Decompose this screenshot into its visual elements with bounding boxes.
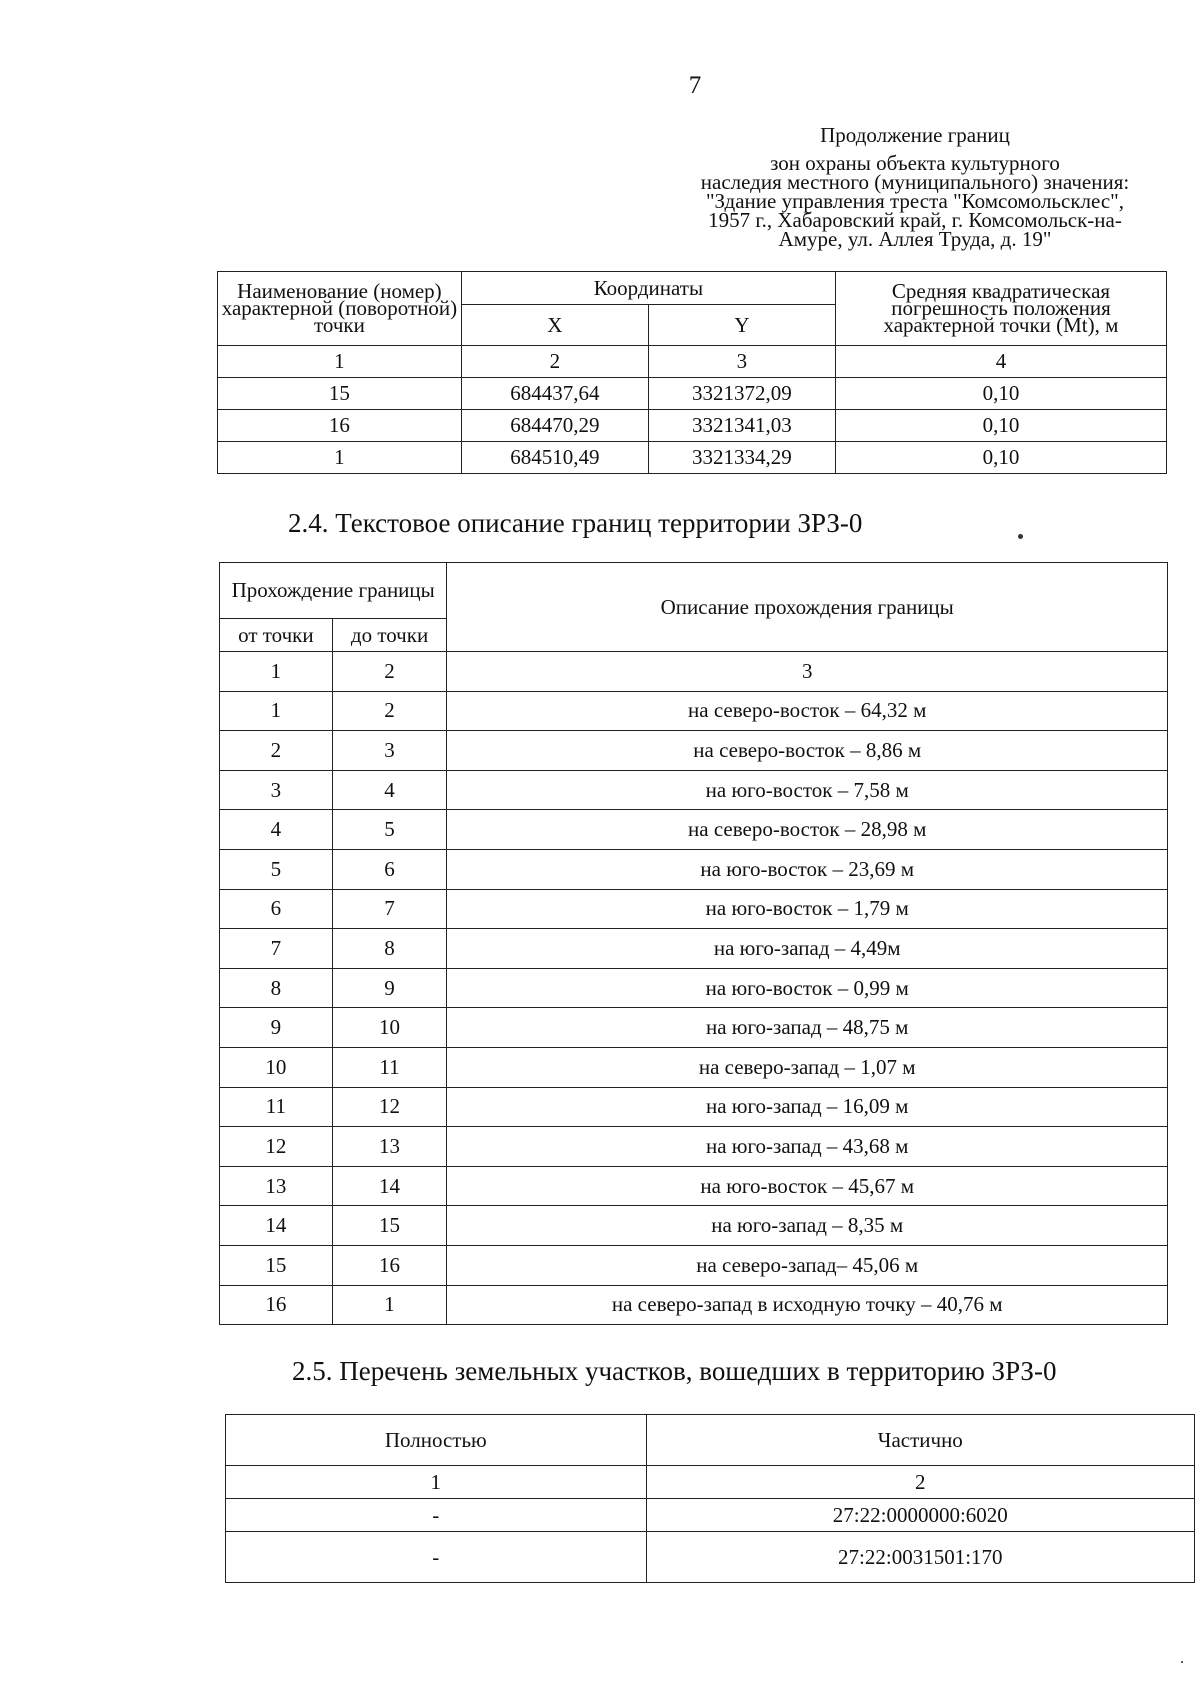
point-cell: 15 xyxy=(218,378,462,410)
to-cell: 16 xyxy=(332,1245,447,1285)
mt-cell: 0,10 xyxy=(835,378,1166,410)
x-cell: 684437,64 xyxy=(461,378,648,410)
table-row xyxy=(220,1047,1168,1087)
table-row xyxy=(220,1008,1168,1048)
partial-cell: 27:22:0031501:170 xyxy=(646,1532,1194,1583)
header-line: 1957 г., Хабаровский край, г. Комсомольск-на- xyxy=(708,208,1122,232)
boundary-table xyxy=(219,562,1168,1325)
point-cell: 16 xyxy=(218,410,462,442)
table-row xyxy=(218,410,1167,442)
numbering-row xyxy=(218,346,1167,378)
table-cell: 4 xyxy=(835,346,1166,378)
to-cell: 5 xyxy=(332,810,447,850)
mt-cell: 0,10 xyxy=(835,410,1166,442)
from-cell: 14 xyxy=(220,1206,333,1246)
table-cell: 2 xyxy=(332,652,447,692)
scan-speck xyxy=(1018,534,1023,539)
from-cell: 9 xyxy=(220,1008,333,1048)
to-cell: 14 xyxy=(332,1166,447,1206)
full-header: Полностью xyxy=(226,1415,647,1466)
description-cell: на юго-запад – 8,35 м xyxy=(447,1206,1168,1246)
table-row xyxy=(220,1087,1168,1127)
full-cell: - xyxy=(226,1499,647,1532)
to-cell: 8 xyxy=(332,929,447,969)
from-cell: 7 xyxy=(220,929,333,969)
from-cell: 11 xyxy=(220,1087,333,1127)
description-cell: на юго-запад – 4,49м xyxy=(447,929,1168,969)
description-cell: на юго-восток – 0,99 м xyxy=(447,968,1168,1008)
description-cell: на северо-запад – 1,07 м xyxy=(447,1047,1168,1087)
table-row xyxy=(220,929,1168,969)
to-header: до точки xyxy=(332,619,447,652)
to-cell: 13 xyxy=(332,1127,447,1167)
description-cell: на северо-запад в исходную точку – 40,76 м xyxy=(447,1285,1168,1325)
error-header: Средняя квадратическая погрешность положения характерной точки (Mt), м xyxy=(835,272,1166,346)
table-row xyxy=(220,1127,1168,1167)
numbering-row xyxy=(226,1466,1195,1499)
from-cell: 3 xyxy=(220,770,333,810)
y-cell: 3321334,29 xyxy=(648,442,835,474)
description-cell: на юго-восток – 45,67 м xyxy=(447,1166,1168,1206)
scan-speck xyxy=(1181,1661,1183,1663)
from-cell: 8 xyxy=(220,968,333,1008)
to-cell: 10 xyxy=(332,1008,447,1048)
from-cell: 10 xyxy=(220,1047,333,1087)
to-cell: 7 xyxy=(332,889,447,929)
description-cell: на юго-восток – 7,58 м xyxy=(447,770,1168,810)
coordinates-header: Координаты xyxy=(461,272,835,305)
from-cell: 6 xyxy=(220,889,333,929)
table-cell: 3 xyxy=(447,652,1168,692)
page-number: 7 xyxy=(688,72,702,99)
description-cell: на северо-запад– 45,06 м xyxy=(447,1245,1168,1285)
description-header: Описание прохождения границы xyxy=(447,563,1168,652)
header-line: "Здание управления треста "Комсомольсклес", xyxy=(705,189,1124,213)
x-cell: 684470,29 xyxy=(461,410,648,442)
table-row xyxy=(220,1166,1168,1206)
table-cell: 3 xyxy=(648,346,835,378)
description-cell: на юго-восток – 1,79 м xyxy=(447,889,1168,929)
point-name-header: Наименование (номер) характерной (поворотной) точки xyxy=(218,272,462,346)
header-line: Продолжение границ xyxy=(820,123,1010,147)
from-cell: 2 xyxy=(220,731,333,771)
table-cell: 2 xyxy=(646,1466,1194,1499)
section-title: 2.4. Текстовое описание границ территории ЗРЗ-0 xyxy=(288,508,863,538)
table-row xyxy=(218,378,1167,410)
table-row xyxy=(226,1532,1195,1583)
point-cell: 1 xyxy=(218,442,462,474)
table-row xyxy=(220,968,1168,1008)
description-cell: на юго-запад – 43,68 м xyxy=(447,1127,1168,1167)
section-title: 2.5. Перечень земельных участков, вошедших в территорию ЗРЗ-0 xyxy=(292,1356,1057,1386)
to-cell: 2 xyxy=(332,691,447,731)
description-cell: на юго-запад – 48,75 м xyxy=(447,1008,1168,1048)
table-row xyxy=(220,691,1168,731)
mt-cell: 0,10 xyxy=(835,442,1166,474)
to-cell: 12 xyxy=(332,1087,447,1127)
table-row xyxy=(220,1245,1168,1285)
table-cell: 1 xyxy=(226,1466,647,1499)
header-line: наследия местного (муниципального) значения: xyxy=(700,170,1130,194)
table-row xyxy=(220,810,1168,850)
from-header: от точки xyxy=(220,619,333,652)
y-header: Y xyxy=(648,305,835,346)
table-row xyxy=(220,731,1168,771)
to-cell: 3 xyxy=(332,731,447,771)
from-cell: 12 xyxy=(220,1127,333,1167)
table-row xyxy=(220,889,1168,929)
table-row xyxy=(220,1285,1168,1325)
description-cell: на северо-восток – 64,32 м xyxy=(447,691,1168,731)
coordinates-table xyxy=(217,271,1167,474)
from-cell: 16 xyxy=(220,1285,333,1325)
table-row xyxy=(226,1499,1195,1532)
land-plots-table xyxy=(225,1414,1195,1583)
numbering-row xyxy=(220,652,1168,692)
partial-cell: 27:22:0000000:6020 xyxy=(646,1499,1194,1532)
description-cell: на юго-запад – 16,09 м xyxy=(447,1087,1168,1127)
y-cell: 3321372,09 xyxy=(648,378,835,410)
from-cell: 15 xyxy=(220,1245,333,1285)
to-cell: 11 xyxy=(332,1047,447,1087)
table-cell: 1 xyxy=(220,652,333,692)
header-line: Амуре, ул. Аллея Труда, д. 19" xyxy=(778,227,1052,251)
header-line: зон охраны объекта культурного xyxy=(770,151,1060,175)
full-cell: - xyxy=(226,1532,647,1583)
x-cell: 684510,49 xyxy=(461,442,648,474)
table-row xyxy=(220,849,1168,889)
from-cell: 1 xyxy=(220,691,333,731)
table-row xyxy=(218,442,1167,474)
description-cell: на северо-восток – 8,86 м xyxy=(447,731,1168,771)
table-row xyxy=(220,770,1168,810)
table-cell: 1 xyxy=(218,346,462,378)
to-cell: 4 xyxy=(332,770,447,810)
document-header xyxy=(650,123,1180,251)
table-row xyxy=(220,1206,1168,1246)
table-cell: 2 xyxy=(461,346,648,378)
to-cell: 6 xyxy=(332,849,447,889)
x-header: X xyxy=(461,305,648,346)
to-cell: 1 xyxy=(332,1285,447,1325)
passage-header: Прохождение границы xyxy=(220,563,447,619)
to-cell: 9 xyxy=(332,968,447,1008)
partial-header: Частично xyxy=(646,1415,1194,1466)
y-cell: 3321341,03 xyxy=(648,410,835,442)
description-cell: на северо-восток – 28,98 м xyxy=(447,810,1168,850)
description-cell: на юго-восток – 23,69 м xyxy=(447,849,1168,889)
from-cell: 4 xyxy=(220,810,333,850)
from-cell: 5 xyxy=(220,849,333,889)
from-cell: 13 xyxy=(220,1166,333,1206)
to-cell: 15 xyxy=(332,1206,447,1246)
